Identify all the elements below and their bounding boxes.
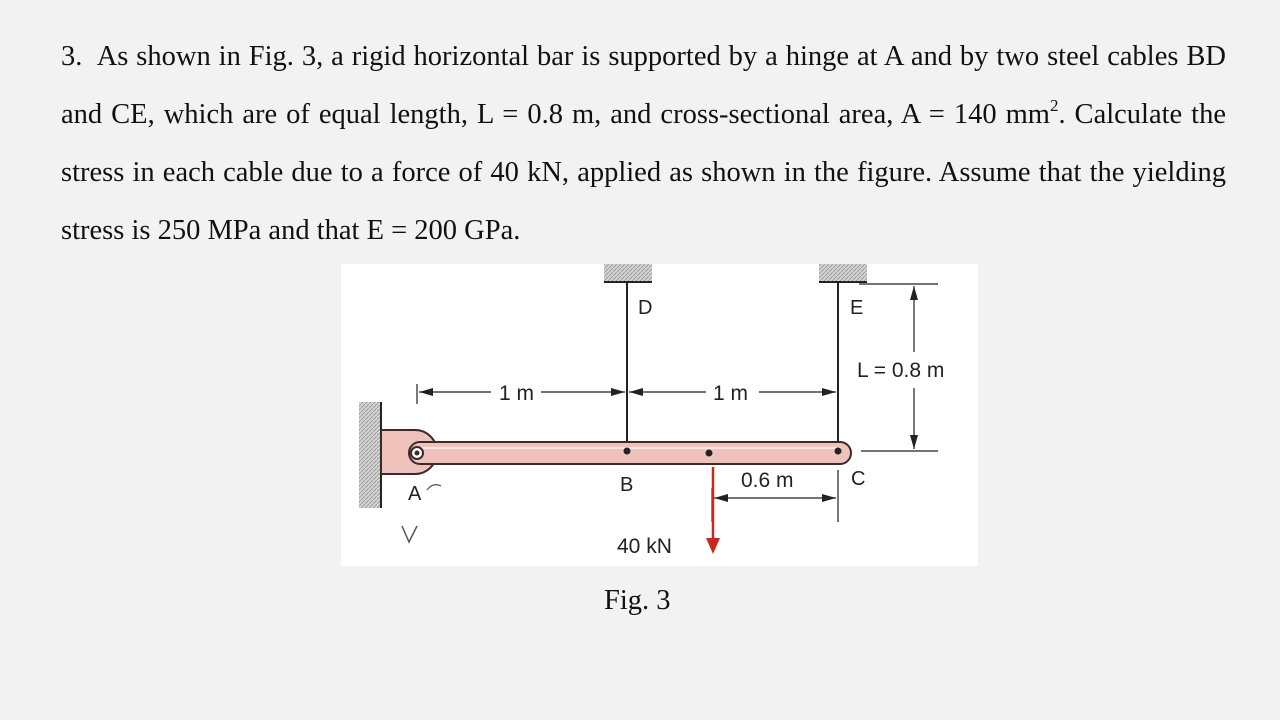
dim-arrow-ab-left	[419, 388, 433, 396]
label-span-bc: 1 m	[713, 382, 749, 405]
problem-statement	[61, 28, 1226, 260]
label-point-a: A	[408, 483, 422, 505]
label-point-b: B	[620, 474, 634, 496]
pencil-mark	[427, 485, 441, 490]
pin-b	[624, 448, 631, 455]
label-offset-load: 0.6 m	[741, 469, 794, 492]
dim-l-arrow-top	[910, 286, 918, 300]
beam-diagram	[341, 264, 978, 566]
figure-3	[341, 264, 978, 566]
wall-hatch	[359, 402, 381, 508]
figure-caption: Fig. 3	[604, 585, 671, 616]
label-span-ab: 1 m	[499, 382, 535, 405]
support-d-hatch	[604, 264, 652, 282]
hinge-pin-a-center	[415, 451, 420, 456]
dim-arrow-bc-right	[822, 388, 836, 396]
problem-number: 3.	[61, 41, 83, 72]
dim-arrow-bc-left	[629, 388, 643, 396]
load-arrow-head	[706, 538, 720, 554]
support-e-hatch	[819, 264, 867, 282]
label-point-e: E	[850, 297, 864, 319]
load-point	[706, 450, 713, 457]
problem-text-part1: As shown in Fig. 3, a rigid horizontal bar is supported by a hinge at A and by two steel cables BD and CE, which are of equal length, L = 0.8 m, and cross-sectional area, A = 140 mm	[61, 41, 1226, 130]
label-length-l: L = 0.8 m	[857, 359, 945, 382]
problem-text-part2: . Calculate the stress in each cable due to a force of 40 kN, applied as shown in the figure. Assume that the yielding stress is 250 MPa and that E = 200 GPa.	[61, 99, 1226, 246]
pencil-v-mark	[402, 526, 417, 542]
dim-l-arrow-bottom	[910, 435, 918, 449]
rigid-bar	[409, 442, 851, 464]
dim-arrow-ab-right	[611, 388, 625, 396]
superscript-two: 2	[1049, 96, 1059, 115]
dim-arrow-06-left	[714, 494, 728, 502]
pin-c	[835, 448, 842, 455]
label-load: 40 kN	[617, 535, 672, 558]
dim-arrow-06-right	[822, 494, 836, 502]
label-point-c: C	[851, 468, 866, 490]
label-point-d: D	[638, 297, 653, 319]
